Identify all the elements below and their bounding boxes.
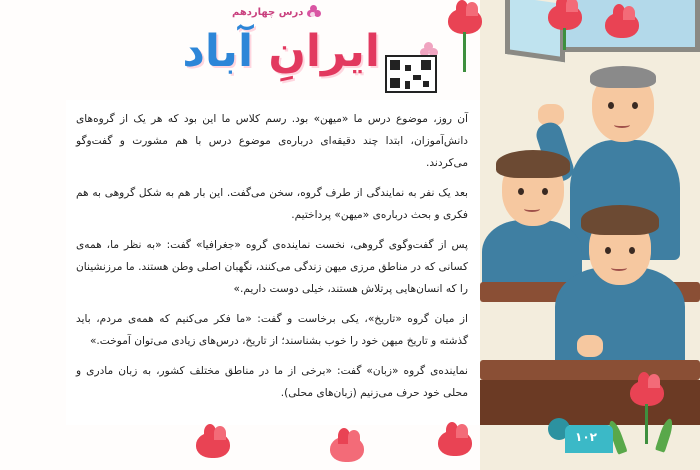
paragraph: آن روز، موضوع درس ما «میهن» بود. رسم کلاس ما این بود که هر یک از گروه‌های دانش‌آموزان، ابتدا چند دقیقه‌ای درباره‌ی موضوع درس با هم مشورت و گفت‌وگو می‌کردند. <box>76 113 468 169</box>
title-word-abad: آباد <box>182 26 254 77</box>
paragraph: نماینده‌ی گروه «زبان» گفت: «برخی از ما در مناطق مختلف کشور، به زبان مادری و محلی خود حرف می‌زنیم (زبان‌های محلی). <box>76 365 468 399</box>
paragraph: بعد یک نفر به نمایندگی از طرف گروه، سخن می‌گفت. این بار هم به شکل گروهی به هم فکری و بحث درباره‌ی «میهن» پرداختیم. <box>76 187 468 221</box>
lesson-text <box>66 100 480 425</box>
flower-icon <box>307 5 321 19</box>
desk-illustration <box>480 380 700 425</box>
desk-illustration <box>480 360 700 380</box>
title-word-iran: ایرانِ <box>268 26 380 77</box>
qr-code-icon[interactable] <box>385 55 437 93</box>
paragraph: از میان گروه «تاریخ»، یکی برخاست و گفت: «ما فکر می‌کنیم که همه‌ی مردم، باید گذشته و تاریخ میهن خود را خوب بشناسند؛ از تاریخ، درس‌های زیادی می‌توان آموخت.» <box>76 313 468 347</box>
page-title <box>90 26 380 77</box>
lesson-badge <box>232 5 321 19</box>
lesson-number-label: درس چهاردهم <box>232 6 304 18</box>
paragraph: پس از گفت‌وگوی گروهی، نخست نماینده‌ی گروه «جغرافیا» گفت: «به نظر ما، همه‌ی کسانی که در مناطق مرزی میهن زندگی می‌کنند، نگهبان اصلی وطن هستند. ما مرزنشینان را که انسان‌هایی پرتلاش هستند، خیلی دوست داریم.» <box>76 239 468 295</box>
page-number: ۱۰۲ <box>575 430 597 444</box>
